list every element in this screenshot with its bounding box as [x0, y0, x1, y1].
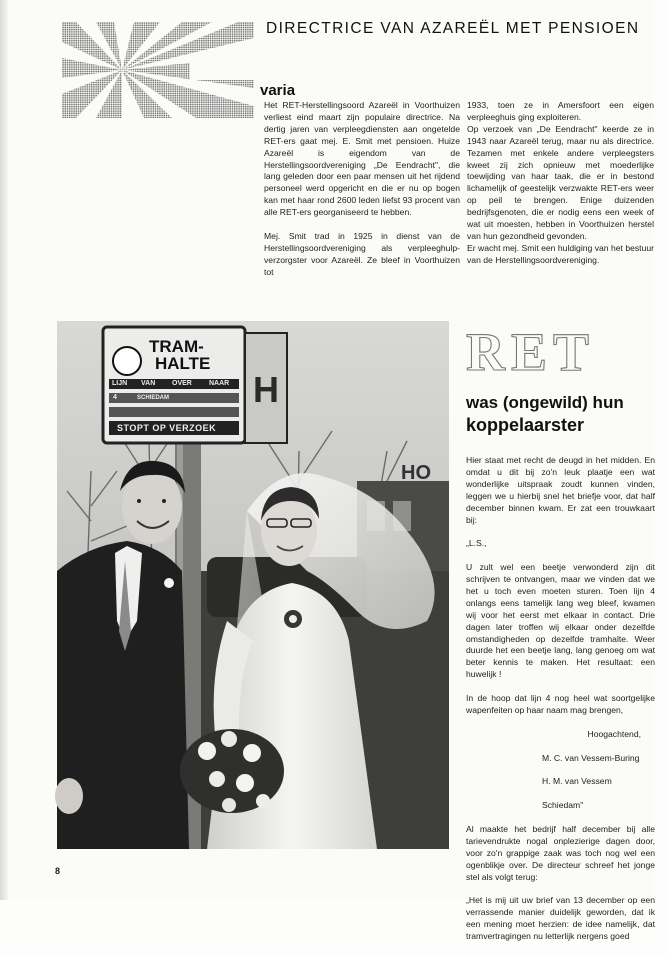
sign-col-lijn: LIJN	[112, 380, 128, 387]
article-column-right	[467, 100, 654, 267]
letter-signature-2: H. M. van Vessem	[542, 776, 612, 787]
sign-stopt-op-verzoek: STOPT OP VERZOEK	[117, 423, 217, 433]
letter-signature-3: Schiedam"	[542, 800, 584, 811]
section-label: varia	[260, 82, 296, 99]
sign-line-number: 4	[113, 394, 117, 401]
binding-edge	[0, 0, 8, 900]
letter-signature-1: M. C. van Vessem-Buring	[542, 752, 640, 763]
subheading-line2: koppelaarster	[466, 415, 585, 435]
sign-col-naar: NAAR	[209, 380, 230, 387]
sign-letter-h: H	[253, 369, 279, 410]
article-paragraph: Hier staat met recht de deugd in het midden. En omdat u dit bij zo'n leuk plaatje een wat wonderlijke uitspraak zoudt kunnen vinden, leggen we u hierbij snel het briefje voor, dat half december binnen kwam. Er zat een trouwkaart bij:	[466, 455, 655, 525]
background-sign-letters: HO	[401, 462, 431, 484]
article-paragraph: Mej. Smit trad in 1925 in dienst van de Herstellingsoordvereniging als verpleeghulp-verzorgster voor Azareël. Ze bleef in Voorthuizen tot	[264, 230, 460, 277]
article-column-left	[264, 100, 460, 279]
ret-logo	[466, 322, 656, 382]
wedding-photo	[57, 321, 449, 849]
article-paragraph: Er wacht mej. Smit een huldiging van het bestuur van de Herstellingsoordvereniging.	[467, 242, 654, 265]
ret-logo-text: RET	[466, 322, 596, 382]
sign-destination: SCHIEDAM	[137, 395, 170, 401]
page-number: 8	[55, 866, 61, 876]
letter-body: U zult wel een beetje verwonderd zijn dit schrijven te ontvangen, maar we vinden dat we het u toch even moeten sturen. Toen lijn 4 onlangs eens tamelijk lang weg bleef, kwamen wij voor het eerst met elkaar in contact. Drie dagen later troffen wij elkaar onder dezelfde omstandigheden op dezelfde tramhalte. Weer duurde het een beetje lang, lang genoeg om wat beter kennis te maken. Het resultaat: een huwelijk !	[466, 562, 655, 680]
article-subheading	[466, 392, 624, 436]
letter-salutation: „L.S.,	[466, 538, 487, 549]
article-paragraph: Al maakte het bedrijf half december bij alle tarievendrukte nogal onplezierige dagen door, voor zo'n grappige zaak was toch nog wel een ogenblikje over. De directeur schreef het jonge stel als volgt terug:	[466, 823, 655, 882]
article-paragraph: 1933, toen ze in Amersfoort een eigen verpleeghuis ging exploiteren.	[467, 100, 654, 122]
sunburst-logo-graphic	[62, 22, 254, 118]
letter-closing: Hoogachtend,	[587, 728, 641, 739]
sign-text-tram: TRAM-	[149, 337, 204, 356]
article-paragraph: „Het is mij uit uw brief van 13 december op een verrassende manier duidelijk geworden, dat ik een mening moet herzien: de idee namelijk, dat tramvertragingen nu letterlijk nergens goed	[466, 895, 655, 942]
subheading-line1: was (ongewild) hun	[466, 393, 624, 412]
varia-section-logo	[62, 22, 296, 118]
sign-col-over: OVER	[172, 380, 192, 387]
ret-outline-logo-graphic	[466, 322, 656, 382]
letter-body-2: In de hoop dat lijn 4 nog heel wat soortgelijke wapenfeiten op haar naam mag brengen,	[466, 693, 655, 715]
article-body-right	[466, 455, 655, 955]
article-headline: DIRECTRICE VAN AZAREËL MET PENSIOEN	[266, 20, 640, 37]
article-paragraph: Op verzoek van „De Eendracht" keerde ze in 1943 naar Azareël terug, maar nu als directrice. Tezamen met enkele andere verpleegsters kweet zij zich opnieuw met moederlijke toewijding van haar taak, die er in bestond lichamelijk of geestelijk verzwakte RET-ers weer op peil te brengen. Enige duizenden bedrijfsgenoten, die er nodig eens een week of wat uit moesten, hebben in Voorthuizen herstel van hun gezondheid gevonden.	[467, 123, 654, 241]
sign-col-van: VAN	[141, 380, 156, 387]
article-paragraph: Het RET-Herstellingsoord Azareël in Voorthuizen verliest eind maart zijn populaire directrice. Na dertig jaren van verpleegdiensten aan ongetelde RET-ers gaat mej. E. Smit met pensioen. Huize Azareël is eigendom van de Herstellingsoordvereniging „De Eendracht", die lang geleden door een paar mensen uit het rijdend personeel werd opgericht en die er nu op bogen kan met haar rond 2600 leden liefst 93 procent van alle RET-ers georganiseerd te hebben.	[264, 100, 460, 218]
sign-text-halte: HALTE	[155, 354, 211, 373]
